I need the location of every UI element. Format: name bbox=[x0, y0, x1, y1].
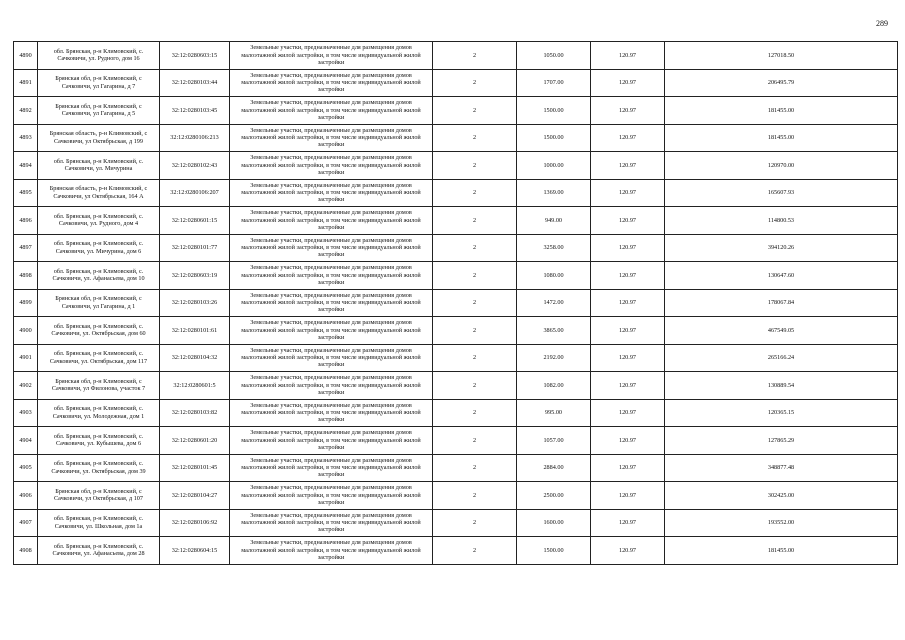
table-row bbox=[14, 179, 898, 207]
address-cell: Брянская область, р-н Климовский, с Сачковичи, ул Октябрьская, д 199 bbox=[38, 124, 160, 152]
table-row bbox=[14, 454, 898, 482]
cadastral-number-cell: 32:12:0280603:15 bbox=[160, 42, 230, 70]
area-cell: 2192.00 bbox=[517, 344, 591, 372]
table-row bbox=[14, 152, 898, 180]
category-code-cell: 2 bbox=[433, 289, 517, 317]
specific-value-cell: 120.97 bbox=[591, 482, 665, 510]
address-cell: Брянская обл, р-н Климовский, с Сачковичи, ул Октябрьская, д 107 bbox=[38, 482, 160, 510]
land-use-cell: Земельные участки, предназначенные для размещения домов малоэтажной жилой застройки, в том числе индивидуальной жилой застройки bbox=[230, 454, 433, 482]
row-number: 4905 bbox=[14, 454, 38, 482]
row-number: 4903 bbox=[14, 399, 38, 427]
area-cell: 2884.00 bbox=[517, 454, 591, 482]
table-row bbox=[14, 537, 898, 565]
land-use-cell: Земельные участки, предназначенные для размещения домов малоэтажной жилой застройки, в том числе индивидуальной жилой застройки bbox=[230, 179, 433, 207]
row-number: 4899 bbox=[14, 289, 38, 317]
area-cell: 1057.00 bbox=[517, 427, 591, 455]
address-cell: обл. Брянская, р-н Климовский, с. Сачковичи, ул. Октябрьская, дом 39 bbox=[38, 454, 160, 482]
table-row bbox=[14, 317, 898, 345]
table-body bbox=[14, 42, 898, 565]
specific-value-cell: 120.97 bbox=[591, 317, 665, 345]
row-number: 4897 bbox=[14, 234, 38, 262]
row-number: 4898 bbox=[14, 262, 38, 290]
area-cell: 1500.00 bbox=[517, 97, 591, 125]
row-number: 4892 bbox=[14, 97, 38, 125]
specific-value-cell: 120.97 bbox=[591, 372, 665, 400]
specific-value-cell: 120.97 bbox=[591, 179, 665, 207]
cadastral-number-cell: 32:12:0280101:61 bbox=[160, 317, 230, 345]
land-use-cell: Земельные участки, предназначенные для размещения домов малоэтажной жилой застройки, в том числе индивидуальной жилой застройки bbox=[230, 234, 433, 262]
cadastral-number-cell: 32:12:0280101:45 bbox=[160, 454, 230, 482]
cadastral-value-cell: 127865.29 bbox=[665, 427, 898, 455]
cadastral-number-cell: 32:12:0280603:19 bbox=[160, 262, 230, 290]
category-code-cell: 2 bbox=[433, 399, 517, 427]
specific-value-cell: 120.97 bbox=[591, 427, 665, 455]
address-cell: Брянская обл, р-н Климовский, с Сачковичи, ул Гагарина, д 7 bbox=[38, 69, 160, 97]
specific-value-cell: 120.97 bbox=[591, 399, 665, 427]
cadastral-value-cell: 181455.00 bbox=[665, 537, 898, 565]
category-code-cell: 2 bbox=[433, 344, 517, 372]
address-cell: Брянская область, р-н Климовский, с Сачковичи, ул Октябрьская, 164 А bbox=[38, 179, 160, 207]
land-use-cell: Земельные участки, предназначенные для размещения домов малоэтажной жилой застройки, в том числе индивидуальной жилой застройки bbox=[230, 124, 433, 152]
table-row bbox=[14, 262, 898, 290]
land-plots-table bbox=[13, 41, 898, 565]
table-row bbox=[14, 289, 898, 317]
area-cell: 1472.00 bbox=[517, 289, 591, 317]
land-use-cell: Земельные участки, предназначенные для размещения домов малоэтажной жилой застройки, в том числе индивидуальной жилой застройки bbox=[230, 317, 433, 345]
category-code-cell: 2 bbox=[433, 482, 517, 510]
table-row bbox=[14, 234, 898, 262]
category-code-cell: 2 bbox=[433, 427, 517, 455]
area-cell: 1082.00 bbox=[517, 372, 591, 400]
cadastral-number-cell: 32:12:0280601:15 bbox=[160, 207, 230, 235]
specific-value-cell: 120.97 bbox=[591, 42, 665, 70]
cadastral-value-cell: 114800.53 bbox=[665, 207, 898, 235]
land-use-cell: Земельные участки, предназначенные для размещения домов малоэтажной жилой застройки, в том числе индивидуальной жилой застройки bbox=[230, 509, 433, 537]
cadastral-number-cell: 32:12:0280103:82 bbox=[160, 399, 230, 427]
area-cell: 1000.00 bbox=[517, 152, 591, 180]
row-number: 4895 bbox=[14, 179, 38, 207]
land-use-cell: Земельные участки, предназначенные для размещения домов малоэтажной жилой застройки, в том числе индивидуальной жилой застройки bbox=[230, 537, 433, 565]
address-cell: обл. Брянская, р-н Климовский, с. Сачковичи, ул. Афанасьева, дом 10 bbox=[38, 262, 160, 290]
address-cell: обл. Брянская, р-н Климовский, с. Сачковичи, ул. Мичурина bbox=[38, 152, 160, 180]
area-cell: 1500.00 bbox=[517, 537, 591, 565]
specific-value-cell: 120.97 bbox=[591, 207, 665, 235]
cadastral-value-cell: 130889.54 bbox=[665, 372, 898, 400]
area-cell: 3865.00 bbox=[517, 317, 591, 345]
specific-value-cell: 120.97 bbox=[591, 124, 665, 152]
cadastral-number-cell: 32:12:0280601:5 bbox=[160, 372, 230, 400]
specific-value-cell: 120.97 bbox=[591, 537, 665, 565]
category-code-cell: 2 bbox=[433, 454, 517, 482]
page-number: 289 bbox=[876, 19, 888, 28]
table-row bbox=[14, 42, 898, 70]
land-use-cell: Земельные участки, предназначенные для размещения домов малоэтажной жилой застройки, в том числе индивидуальной жилой застройки bbox=[230, 289, 433, 317]
specific-value-cell: 120.97 bbox=[591, 152, 665, 180]
specific-value-cell: 120.97 bbox=[591, 262, 665, 290]
cadastral-number-cell: 32:12:0280106:207 bbox=[160, 179, 230, 207]
cadastral-value-cell: 127018.50 bbox=[665, 42, 898, 70]
area-cell: 2500.00 bbox=[517, 482, 591, 510]
row-number: 4900 bbox=[14, 317, 38, 345]
land-use-cell: Земельные участки, предназначенные для размещения домов малоэтажной жилой застройки, в том числе индивидуальной жилой застройки bbox=[230, 69, 433, 97]
land-use-cell: Земельные участки, предназначенные для размещения домов малоэтажной жилой застройки, в том числе индивидуальной жилой застройки bbox=[230, 207, 433, 235]
cadastral-value-cell: 206495.79 bbox=[665, 69, 898, 97]
row-number: 4904 bbox=[14, 427, 38, 455]
category-code-cell: 2 bbox=[433, 509, 517, 537]
cadastral-number-cell: 32:12:0280104:27 bbox=[160, 482, 230, 510]
cadastral-number-cell: 32:12:0280604:15 bbox=[160, 537, 230, 565]
cadastral-value-cell: 181455.00 bbox=[665, 97, 898, 125]
specific-value-cell: 120.97 bbox=[591, 509, 665, 537]
category-code-cell: 2 bbox=[433, 97, 517, 125]
table-row bbox=[14, 427, 898, 455]
land-use-cell: Земельные участки, предназначенные для размещения домов малоэтажной жилой застройки, в том числе индивидуальной жилой застройки bbox=[230, 482, 433, 510]
specific-value-cell: 120.97 bbox=[591, 234, 665, 262]
area-cell: 3258.00 bbox=[517, 234, 591, 262]
land-use-cell: Земельные участки, предназначенные для размещения домов малоэтажной жилой застройки, в том числе индивидуальной жилой застройки bbox=[230, 42, 433, 70]
table-row bbox=[14, 509, 898, 537]
cadastral-value-cell: 467549.05 bbox=[665, 317, 898, 345]
cadastral-value-cell: 193552.00 bbox=[665, 509, 898, 537]
cadastral-value-cell: 130647.60 bbox=[665, 262, 898, 290]
cadastral-number-cell: 32:12:0280106:92 bbox=[160, 509, 230, 537]
area-cell: 1050.00 bbox=[517, 42, 591, 70]
row-number: 4902 bbox=[14, 372, 38, 400]
category-code-cell: 2 bbox=[433, 262, 517, 290]
table-row bbox=[14, 69, 898, 97]
address-cell: Брянская обл, р-н Климовский, с Сачковичи, ул Филонова, участок 7 bbox=[38, 372, 160, 400]
table-row bbox=[14, 344, 898, 372]
land-use-cell: Земельные участки, предназначенные для размещения домов малоэтажной жилой застройки, в том числе индивидуальной жилой застройки bbox=[230, 152, 433, 180]
category-code-cell: 2 bbox=[433, 207, 517, 235]
table-row bbox=[14, 372, 898, 400]
table-row bbox=[14, 482, 898, 510]
cadastral-number-cell: 32:12:0280103:44 bbox=[160, 69, 230, 97]
table-row bbox=[14, 124, 898, 152]
land-use-cell: Земельные участки, предназначенные для размещения домов малоэтажной жилой застройки, в том числе индивидуальной жилой застройки bbox=[230, 344, 433, 372]
address-cell: обл. Брянская, р-н Климовский, с. Сачковичи, ул. Кубышева, дом 6 bbox=[38, 427, 160, 455]
row-number: 4908 bbox=[14, 537, 38, 565]
category-code-cell: 2 bbox=[433, 69, 517, 97]
row-number: 4893 bbox=[14, 124, 38, 152]
table-row bbox=[14, 399, 898, 427]
category-code-cell: 2 bbox=[433, 152, 517, 180]
category-code-cell: 2 bbox=[433, 179, 517, 207]
specific-value-cell: 120.97 bbox=[591, 344, 665, 372]
row-number: 4896 bbox=[14, 207, 38, 235]
land-use-cell: Земельные участки, предназначенные для размещения домов малоэтажной жилой застройки, в том числе индивидуальной жилой застройки bbox=[230, 262, 433, 290]
cadastral-number-cell: 32:12:0280601:20 bbox=[160, 427, 230, 455]
land-use-cell: Земельные участки, предназначенные для размещения домов малоэтажной жилой застройки, в том числе индивидуальной жилой застройки bbox=[230, 399, 433, 427]
specific-value-cell: 120.97 bbox=[591, 289, 665, 317]
specific-value-cell: 120.97 bbox=[591, 69, 665, 97]
cadastral-value-cell: 165607.93 bbox=[665, 179, 898, 207]
row-number: 4901 bbox=[14, 344, 38, 372]
area-cell: 1600.00 bbox=[517, 509, 591, 537]
row-number: 4891 bbox=[14, 69, 38, 97]
area-cell: 1080.00 bbox=[517, 262, 591, 290]
specific-value-cell: 120.97 bbox=[591, 97, 665, 125]
row-number: 4906 bbox=[14, 482, 38, 510]
area-cell: 1500.00 bbox=[517, 124, 591, 152]
land-use-cell: Земельные участки, предназначенные для размещения домов малоэтажной жилой застройки, в том числе индивидуальной жилой застройки bbox=[230, 372, 433, 400]
category-code-cell: 2 bbox=[433, 317, 517, 345]
category-code-cell: 2 bbox=[433, 372, 517, 400]
area-cell: 949.00 bbox=[517, 207, 591, 235]
table-row bbox=[14, 207, 898, 235]
cadastral-value-cell: 120365.15 bbox=[665, 399, 898, 427]
address-cell: обл. Брянская, р-н Климовский, с. Сачковичи, ул. Рудного, дом 16 bbox=[38, 42, 160, 70]
cadastral-value-cell: 348877.48 bbox=[665, 454, 898, 482]
cadastral-value-cell: 181455.00 bbox=[665, 124, 898, 152]
cadastral-value-cell: 178067.84 bbox=[665, 289, 898, 317]
address-cell: Брянская обл, р-н Климовский, с Сачковичи, ул Гагарина, д 5 bbox=[38, 97, 160, 125]
address-cell: обл. Брянская, р-н Климовский, с. Сачковичи, ул. Афанасьева, дом 28 bbox=[38, 537, 160, 565]
category-code-cell: 2 bbox=[433, 42, 517, 70]
address-cell: Брянская обл, р-н Климовский, с Сачковичи, ул Гагарина, д 1 bbox=[38, 289, 160, 317]
address-cell: обл. Брянская, р-н Климовский, с. Сачковичи, ул. Молодежная, дом 1 bbox=[38, 399, 160, 427]
address-cell: обл. Брянская, р-н Климовский, с. Сачковичи, ул. Мичурина, дом 6 bbox=[38, 234, 160, 262]
address-cell: обл. Брянская, р-н Климовский, с. Сачковичи, ул. Октябрьская, дом 117 bbox=[38, 344, 160, 372]
cadastral-value-cell: 120970.00 bbox=[665, 152, 898, 180]
cadastral-number-cell: 32:12:0280103:26 bbox=[160, 289, 230, 317]
cadastral-number-cell: 32:12:0280103:45 bbox=[160, 97, 230, 125]
cadastral-number-cell: 32:12:0280106:213 bbox=[160, 124, 230, 152]
category-code-cell: 2 bbox=[433, 124, 517, 152]
table-row bbox=[14, 97, 898, 125]
cadastral-number-cell: 32:12:0280104:32 bbox=[160, 344, 230, 372]
land-use-cell: Земельные участки, предназначенные для размещения домов малоэтажной жилой застройки, в том числе индивидуальной жилой застройки bbox=[230, 427, 433, 455]
area-cell: 995.00 bbox=[517, 399, 591, 427]
cadastral-value-cell: 302425.00 bbox=[665, 482, 898, 510]
address-cell: обл. Брянская, р-н Климовский, с. Сачковичи, ул. Октябрьская, дом 60 bbox=[38, 317, 160, 345]
category-code-cell: 2 bbox=[433, 537, 517, 565]
row-number: 4894 bbox=[14, 152, 38, 180]
address-cell: обл. Брянская, р-н Климовский, с. Сачковичи, ул. Рудного, дом 4 bbox=[38, 207, 160, 235]
area-cell: 1707.00 bbox=[517, 69, 591, 97]
cadastral-number-cell: 32:12:0280101:77 bbox=[160, 234, 230, 262]
cadastral-value-cell: 394120.26 bbox=[665, 234, 898, 262]
land-use-cell: Земельные участки, предназначенные для размещения домов малоэтажной жилой застройки, в том числе индивидуальной жилой застройки bbox=[230, 97, 433, 125]
row-number: 4907 bbox=[14, 509, 38, 537]
row-number: 4890 bbox=[14, 42, 38, 70]
cadastral-number-cell: 32:12:0280102:43 bbox=[160, 152, 230, 180]
category-code-cell: 2 bbox=[433, 234, 517, 262]
specific-value-cell: 120.97 bbox=[591, 454, 665, 482]
address-cell: обл. Брянская, р-н Климовский, с. Сачковичи, ул. Школьная, дом 1а bbox=[38, 509, 160, 537]
area-cell: 1369.00 bbox=[517, 179, 591, 207]
cadastral-value-cell: 265166.24 bbox=[665, 344, 898, 372]
